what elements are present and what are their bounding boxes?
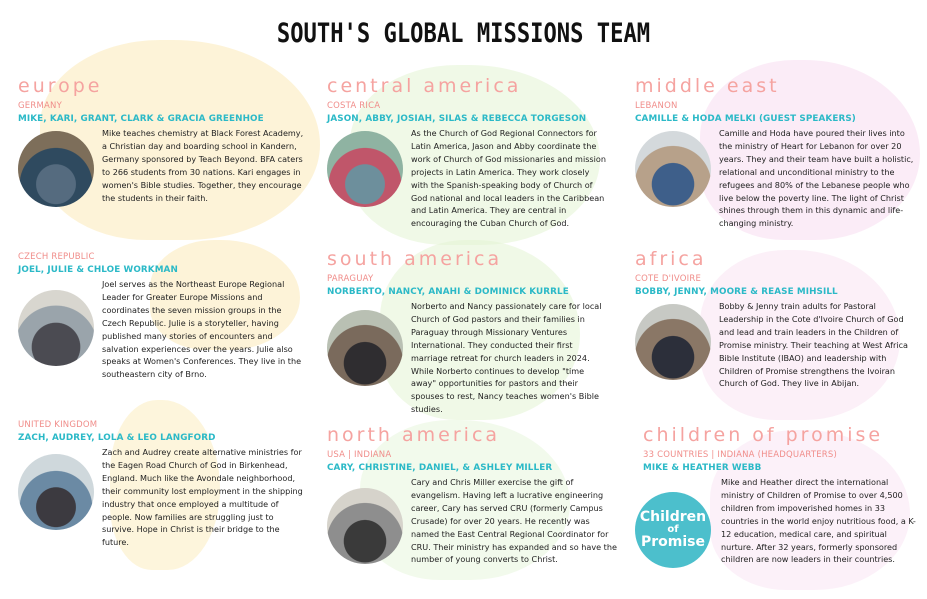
missionary-names: BOBBY, JENNY, MOORE & REASE MIHSILL	[635, 287, 838, 297]
card-central-america	[327, 75, 607, 230]
missionary-names: JASON, ABBY, JOSIAH, SILAS & REBECCA TORGESON	[327, 114, 587, 124]
country-label: 33 COUNTRIES | INDIANA (HEADQUARTERS)	[643, 450, 838, 460]
region-heading: europe	[18, 75, 103, 97]
region-heading: central america	[327, 75, 522, 97]
country-label: UNITED KINGDOM	[18, 420, 98, 430]
bio-text: Camille and Hoda have poured their lives into the ministry of Heart for Lebanon for over 20 years. They and their team have built a holistic, relational and unconditional ministry to the refugees and 80% of the Lebanese people who live below the poverty line. The light of Christ shines through them in this dynamic and life-changing ministry.	[719, 128, 914, 229]
family-photo	[635, 131, 711, 207]
bio-text: As the Church of God Regional Connectors for Latin America, Jason and Abby coordinate the work of Church of God missionaries and mission projects in Latin America. They work closely with the Spanish-speaking body of Church of God national and local leaders in the Caribbean and Latin America. They are central in encouraging the Cuban Church of God.	[411, 128, 606, 229]
missionary-names: CAMILLE & HODA MELKI (GUEST SPEAKERS)	[635, 114, 856, 124]
family-photo	[327, 488, 403, 564]
missionary-names: CARY, CHRISTINE, DANIEL, & ASHLEY MILLER	[327, 463, 553, 473]
bio-text: Norberto and Nancy passionately care for local Church of God pastors and their families in Paraguay through Missionary Ventures International. They conducted their first marriage retreat for church leaders in 2024. While Norberto continues to develop "time away" opportunities for pastors and their spouses to rest, Nancy teaches women's Bible studies.	[411, 301, 602, 415]
country-label: CZECH REPUBLIC	[18, 252, 95, 262]
bio-text: Mike and Heather direct the international ministry of Children of Promise to over 4,500 children from impoverished homes in 33 countries in the world enjoy nutritious food, a K-12 education, medical care, and spiritual nurture. After 32 years, formerly sponsored children are now leaders in their countries.	[721, 477, 916, 565]
family-photo	[18, 454, 94, 530]
country-label: GERMANY	[18, 101, 62, 111]
bio-text: Zach and Audrey create alternative ministries for the Eagen Road Church of God in Birkenhead, England. Much like the Avondale neighborhood, their community lost employment in the shipping industry that once employed a multitude of people. Now families are struggling just to survive. Hope in Christ is their bridge to the future.	[102, 447, 303, 548]
missionary-names: MIKE & HEATHER WEBB	[643, 463, 762, 473]
region-heading: africa	[635, 248, 707, 270]
card-middle-east	[635, 75, 920, 230]
region-heading: south america	[327, 248, 503, 270]
bio-text: Joel serves as the Northeast Europe Regional Leader for Greater Europe Missions and coordinates the seven mission groups in the Czech Republic. Julie is a storyteller, having published many stories of encounters and salvation experiences over the years. Julie also speaks at Women's Conferences. They live in the southeastern city of Brno.	[102, 279, 302, 380]
card-south-america	[327, 248, 607, 416]
card-europe-czech	[18, 248, 308, 381]
missionary-names: ZACH, AUDREY, LOLA & LEO LANGFORD	[18, 433, 216, 443]
family-photo	[327, 131, 403, 207]
missionary-names: NORBERTO, NANCY, ANAHI & DOMINICK KURRLE	[327, 287, 569, 297]
card-north-america	[327, 424, 617, 566]
country-label: USA | INDIANA	[327, 450, 392, 460]
card-europe-germany	[18, 75, 308, 207]
logo-text-line2: of	[667, 524, 679, 535]
country-label: LEBANON	[635, 101, 678, 111]
family-photo	[327, 310, 403, 386]
card-africa	[635, 248, 920, 390]
region-heading: north america	[327, 424, 501, 446]
bio-text: Mike teaches chemistry at Black Forest Academy, a Christian day and boarding school in Kandern, Germany sponsored by Teach Beyond. BFA caters to 266 students from 30 nations. Kari engages in women's Bible studies. Together, they encourage the students in their faith.	[102, 128, 304, 203]
card-europe-uk	[18, 416, 308, 549]
logo-text-line1: Children	[639, 509, 707, 525]
region-heading: children of promise	[643, 424, 884, 446]
family-photo	[18, 131, 94, 207]
missionary-names: JOEL, JULIE & CHLOE WORKMAN	[18, 265, 178, 275]
family-photo	[635, 304, 711, 380]
missionary-names: MIKE, KARI, GRANT, CLARK & GRACIA GREENHOE	[18, 114, 264, 124]
logo-text-line3: Promise	[641, 534, 705, 550]
bio-text: Cary and Chris Miller exercise the gift of evangelism. Having left a lucrative engineering career, Cary has served CRU (formerly Campus Crusade) for over 20 years. He recently was named the East Central Regional Coordinator for CRU. Their ministry has expanded and so have the number of young converts to Christ.	[411, 477, 617, 565]
bio-text: Bobby & Jenny train adults for Pastoral Leadership in the Cote d'Ivoire Church of God and lead and train leaders in the Children of Promise ministry. Their teaching at West Africa Bible Institute (IBAO) and leadership with Children of Promise strengthens the Ivoiran Church of God. They live in Abijan.	[719, 301, 908, 389]
card-children-of-promise	[635, 424, 920, 568]
country-label: PARAGUAY	[327, 274, 374, 284]
region-heading: middle east	[635, 75, 780, 97]
children-of-promise-logo	[635, 492, 711, 568]
country-label: COSTA RICA	[327, 101, 381, 111]
country-label: COTE D'IVOIRE	[635, 274, 702, 284]
family-photo	[18, 290, 94, 366]
page-title: SOUTH'S GLOBAL MISSIONS TEAM	[276, 18, 651, 49]
